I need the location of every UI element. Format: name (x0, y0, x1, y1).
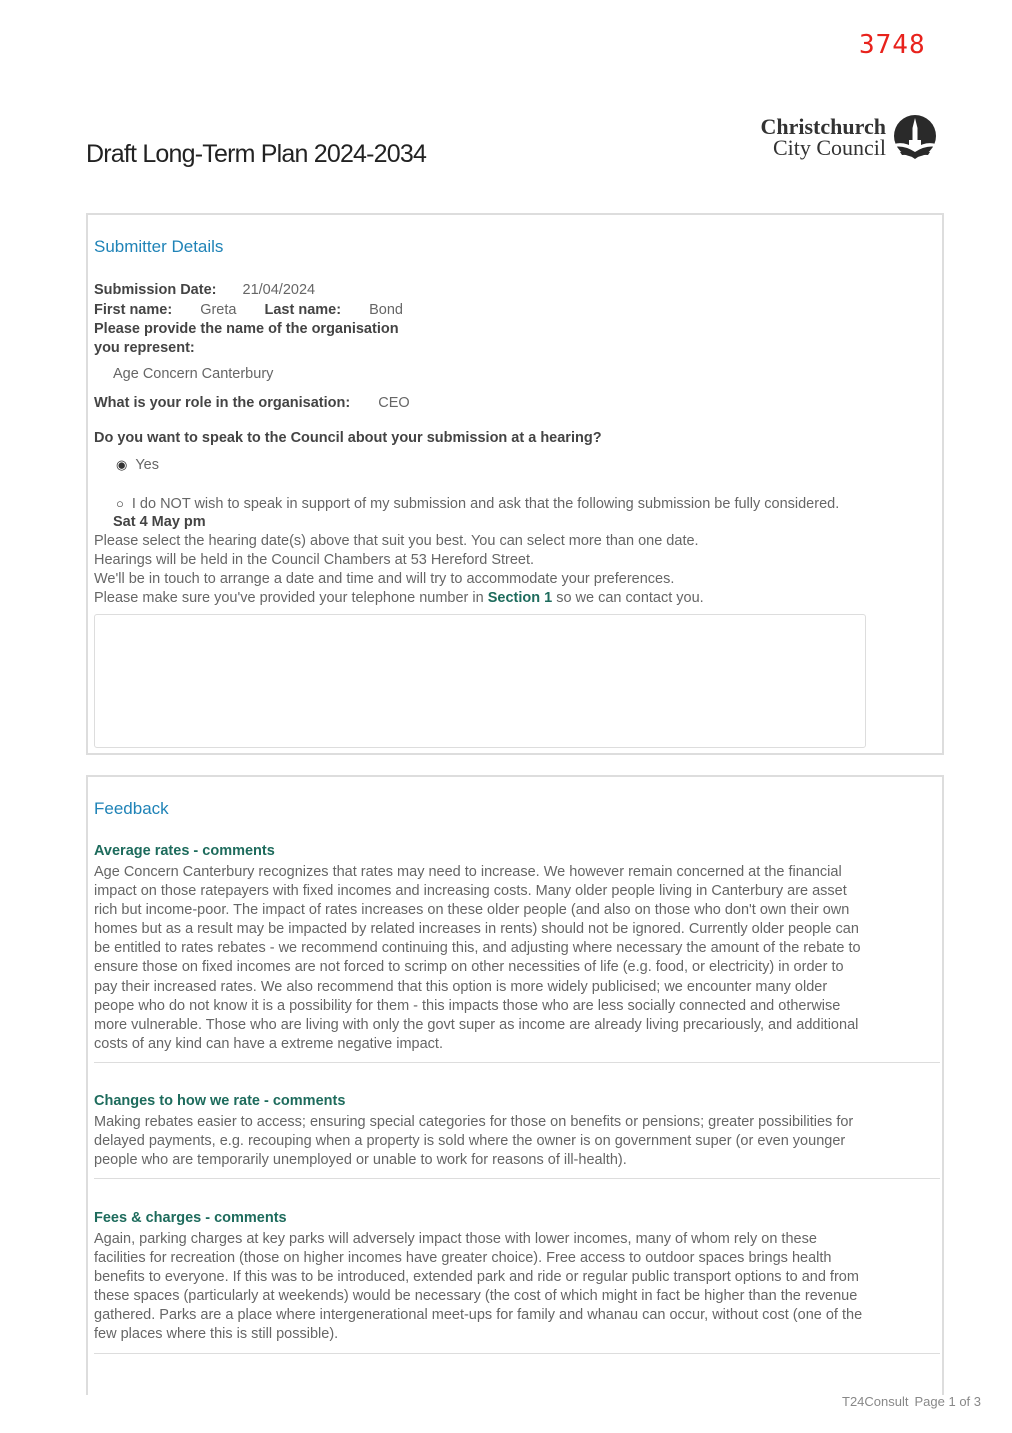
submitter-details-panel (86, 213, 944, 755)
role-label: What is your role in the organisation: (94, 395, 351, 411)
submitter-details-title: Submitter Details (94, 237, 224, 256)
hearing-info-line4-post: so we can contact you. (556, 590, 704, 606)
hearing-info-line1: Please select the hearing date(s) above that suit you best. You can select more than one date. (94, 533, 699, 549)
fees-charges-comment: Again, parking charges at key parks will adversely impact those with lower incomes, many of whom rely on these facilities for recreation (those on higher incomes have greater choice). Free access to outdoor spaces brings health benefits to everyone. If this was to be introduced, extended park and ride or regular public transport options to and from these spaces (particularly at weekends) would be necessary (the cost of which might in fact be higher than the revenue gathered. Parks are a place where intergenerational meet-ups for family and whanau can occur, without cost (one of the few places where this is still possible). (94, 1231, 863, 1343)
average-rates-comment: Age Concern Canterbury recognizes that rates may need to increase. We however remain concerned at the financial impact on those ratepayers with fixed incomes and increasing costs. Many older people living in Canterbury are asset rich but income-poor. The impact of rates increases on these older people (and also on those who don't own their own homes but as a result may be impacted by related increases in rents) should not be ignored. Currently older people can be entitled to rates rebates - we recommend continuing this, and adjusting where necessary the amount of the rebate to ensure those on fixed incomes are not forced to scrimp on other necessities of life (e.g. food, or electricity) in order to pay their increased rates. We also recommend that this option is more widely publicised; we encounter many older peope who do not know it is a possibility for them - this impacts those who are less socially connected and otherwise more vulnerable. Those who are living with only the govt super as income are already living precariously, and additional costs of any kind can have a extreme negative impact. (94, 864, 861, 1052)
page-footer (842, 1394, 981, 1409)
hearing-info-line4 (94, 589, 704, 608)
feedback-divider (94, 1353, 940, 1354)
document-title: Draft Long-Term Plan 2024-2034 (86, 140, 427, 168)
changes-to-rate-comment: Making rebates easier to access; ensuring special categories for those on benefits or pensions; greater possibilities for delayed payments, e.g. recouping when a property is sold where the owner is on government super (or even younger people who are temporarily unemployed or unable to work for reasons of ill-health). (94, 1114, 854, 1169)
hearing-date: Sat 4 May pm (113, 514, 206, 530)
feedback-title: Feedback (94, 799, 169, 818)
average-rates-title: Average rates - comments (94, 843, 275, 859)
page-stamp: 3748 (859, 30, 926, 60)
hearing-question: Do you want to speak to the Council about your submission at a hearing? (94, 430, 602, 446)
hearing-option-yes[interactable] (116, 455, 159, 475)
submission-date-row (94, 281, 315, 300)
organisation-value: Age Concern Canterbury (113, 366, 274, 382)
hearing-info-line3: We'll be in touch to arrange a date and time and will try to accommodate your preferences. (94, 571, 675, 587)
first-name-label: First name: (94, 302, 173, 318)
hearing-info-line4-pre: Please make sure you've provided your telephone number in (94, 590, 484, 606)
last-name-value: Bond (369, 302, 403, 318)
council-logo (738, 114, 942, 160)
changes-to-rate-title: Changes to how we rate - comments (94, 1093, 346, 1109)
radio-selected-icon[interactable]: ◉ (116, 457, 128, 472)
footer-system: T24Consult (842, 1394, 909, 1409)
feedback-divider (94, 1062, 940, 1063)
submission-date-label: Submission Date: (94, 282, 217, 298)
cathedral-emblem-icon (892, 114, 938, 160)
hearing-option-yes-label: Yes (135, 457, 159, 473)
logo-text-line1: Christchurch (760, 114, 886, 139)
role-value: CEO (378, 395, 410, 411)
hearing-comments-textbox[interactable] (94, 614, 866, 748)
hearing-info-line2: Hearings will be held in the Council Chambers at 53 Hereford Street. (94, 552, 535, 568)
last-name-label: Last name: (264, 302, 342, 318)
hearing-option-no-label: I do NOT wish to speak in support of my submission and ask that the following submission be fully considered. (131, 496, 840, 512)
name-row (94, 301, 403, 320)
feedback-panel (86, 775, 944, 1395)
logo-text-line2: City Council (772, 135, 886, 160)
feedback-divider (94, 1178, 940, 1179)
submission-date-value: 21/04/2024 (242, 282, 316, 298)
footer-page: Page 1 of 3 (914, 1394, 981, 1409)
organisation-question-line2: you represent: (94, 340, 195, 356)
fees-charges-title: Fees & charges - comments (94, 1210, 287, 1226)
organisation-question-line1: Please provide the name of the organisation (94, 321, 399, 337)
section-1-link[interactable]: Section 1 (487, 590, 553, 606)
hearing-option-no[interactable] (116, 494, 839, 514)
radio-unselected-icon[interactable]: ○ (116, 496, 124, 511)
role-row (94, 394, 410, 413)
first-name-value: Greta (200, 302, 237, 318)
